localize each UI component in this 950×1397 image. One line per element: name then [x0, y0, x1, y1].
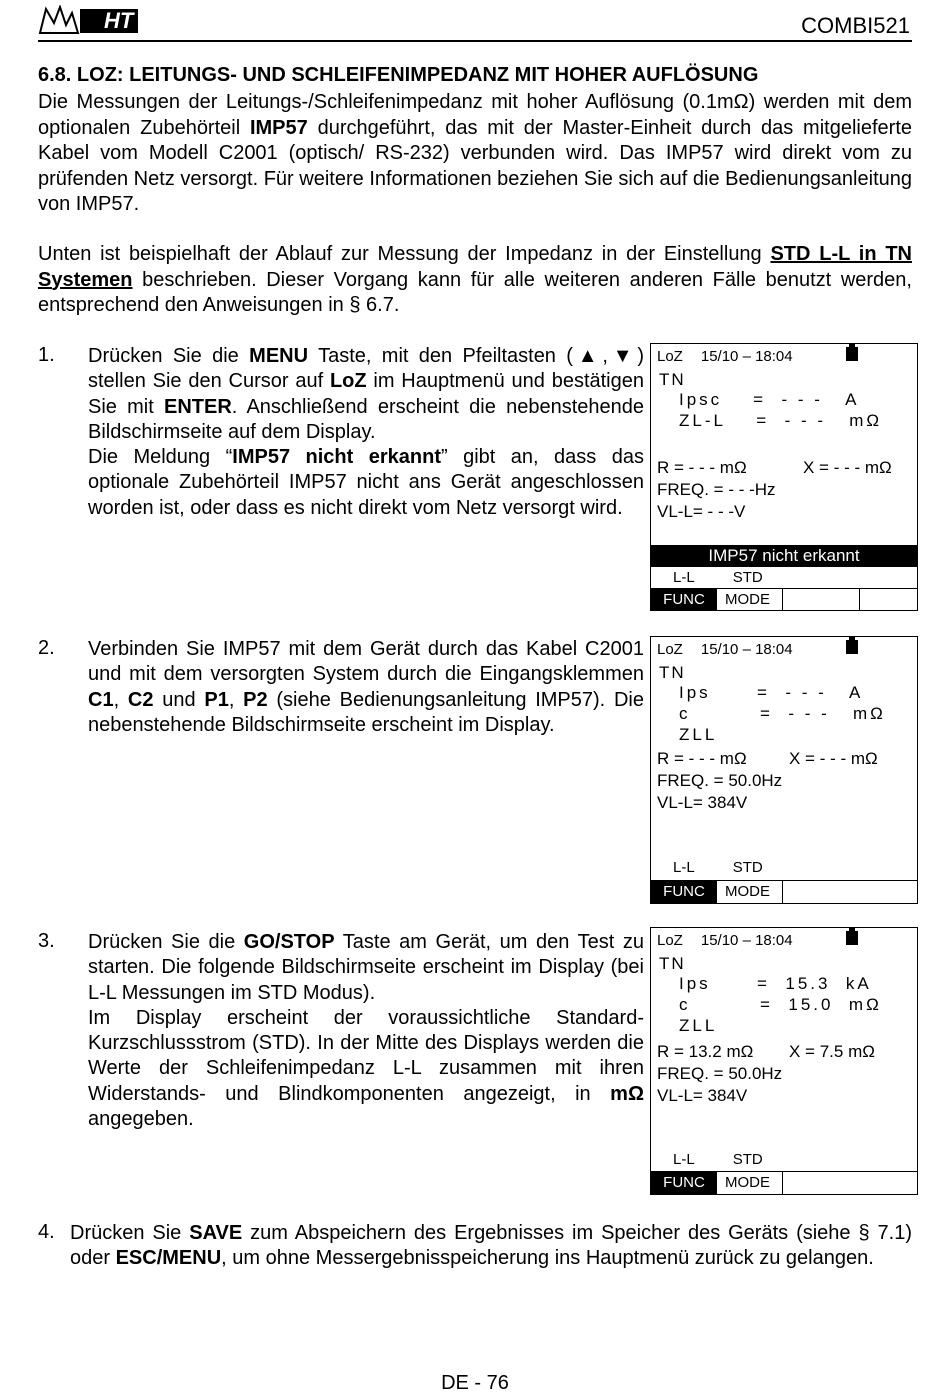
- frequency-value: FREQ. = - - -Hz: [657, 480, 776, 499]
- battery-icon: [846, 640, 858, 654]
- display-screen-2: [650, 636, 918, 904]
- intro-paragraph-1: Die Messungen der Leitungs-/Schleifenimpedanz mit hoher Auflösung (0.1mΩ) werden mit dem optionalen Zubehörteil IMP57 durchgeführt, das mit der Master-Einheit durch das mitgelieferte Kabel vom Modell C2001 (optisch/ RS-232) verbunden wird. Das IMP57 wird direkt vom zu prüfenden Netz versorgt. Für weitere Informationen beziehen Sie sich auf die Bedienungsanleitung von IMP57.: [38, 91, 912, 215]
- empty-softkey[interactable]: [783, 589, 860, 611]
- function-key-bar: [651, 1171, 917, 1194]
- screen-header: LoZ 15/10 – 18:04: [657, 348, 793, 365]
- step-number: 2.: [38, 637, 55, 659]
- measure-line-2: ZL-L = - - - mΩ: [679, 411, 883, 430]
- func-softkey[interactable]: FUNC: [651, 589, 717, 611]
- screen-header: LoZ 15/10 – 18:04: [657, 932, 793, 949]
- battery-icon: [846, 347, 858, 361]
- mode-softkey[interactable]: MODE: [717, 1172, 783, 1194]
- display-screen-3: [650, 927, 918, 1195]
- func-softkey[interactable]: FUNC: [651, 1172, 717, 1194]
- frequency-value: FREQ. = 50.0Hz: [657, 1064, 783, 1083]
- mode-indicator: L-L STD: [673, 569, 763, 586]
- step-number: 4.: [38, 1221, 55, 1243]
- reactance-value: X = - - - mΩ: [789, 749, 878, 768]
- section-title: 6.8. LOZ: LEITUNGS- UND SCHLEIFENIMPEDANZ MIT HOHER AUFLÖSUNG: [38, 64, 759, 86]
- system-type: TN: [659, 954, 686, 973]
- measure-line-3: ZLL: [679, 1016, 718, 1035]
- func-softkey[interactable]: FUNC: [651, 881, 717, 903]
- measure-line-2: c = - - - mΩ: [679, 704, 886, 723]
- page-number: DE - 76: [441, 1372, 509, 1394]
- logo-text: HT: [104, 8, 134, 33]
- display-screen-1: [650, 343, 918, 611]
- screen-header: LoZ 15/10 – 18:04: [657, 641, 793, 658]
- resistance-value: R = 13.2 mΩ: [657, 1042, 754, 1061]
- step-4-text: Drücken Sie SAVE zum Abspeichern des Ergebnisses im Speicher des Geräts (siehe § 7.1) oder ESC/MENU, um ohne Messergebnisspeicherung ins Hauptmenü zurück zu gelangen.: [70, 1222, 912, 1270]
- measure-line-1: Ips = - - - A: [679, 683, 864, 702]
- reactance-value: X = 7.5 mΩ: [789, 1042, 875, 1061]
- voltage-value: VL-L= 384V: [657, 793, 748, 812]
- resistance-value: R = - - - mΩ: [657, 749, 747, 768]
- measure-line-2: c = 15.0 mΩ: [679, 995, 882, 1014]
- step-2-text: Verbinden Sie IMP57 mit dem Gerät durch das Kabel C2001 und mit dem versorgten System durch die Eingangsklemmen C1, C2 und P1, P2 (siehe Bedienungsanleitung IMP57). Die nebenstehende Bildschirmseite erscheint im Display.: [88, 638, 644, 736]
- ht-logo: [38, 5, 140, 35]
- intro-paragraph-2: Unten ist beispielhaft der Ablauf zur Messung der Impedanz in der Einstellung STD L-L in TN Systemen beschrieben. Dieser Vorgang kann für alle weiteren anderen Fälle benutzt werden, entsprechend den Anweisungen in § 6.7.: [38, 243, 912, 316]
- measure-line-3: ZLL: [679, 725, 718, 744]
- battery-icon: [846, 931, 858, 945]
- step-3-text: Drücken Sie die GO/STOP Taste am Gerät, um den Test zu starten. Die folgende Bildschirmseite erscheint im Display (bei L-L Messungen im STD Modus). Im Display erscheint der voraussichtliche Standard-Kurzschlussstrom (STD). In der Mitte des Displays werden die Werte der Schleifenimpedanz L-L zusammen mit ihren Widerstands- und Blindkomponenten angezeigt, in mΩ angegeben.: [88, 931, 644, 1131]
- mode-indicator: L-L STD: [673, 859, 763, 876]
- voltage-value: VL-L= - - -V: [657, 502, 746, 521]
- model-name: COMBI521: [801, 13, 910, 38]
- measure-line-1: Ips = 15.3 kA: [679, 974, 872, 993]
- step-number: 3.: [38, 930, 55, 952]
- mode-softkey[interactable]: MODE: [717, 881, 783, 903]
- header-rule: [38, 40, 912, 42]
- resistance-value: R = - - - mΩ: [657, 458, 747, 477]
- step-number: 1.: [38, 344, 55, 366]
- frequency-value: FREQ. = 50.0Hz: [657, 771, 783, 790]
- system-type: TN: [659, 663, 686, 682]
- function-key-bar: [651, 880, 917, 903]
- measure-line-1: Ipsc = - - - A: [679, 390, 860, 409]
- status-message: IMP57 nicht erkannt: [651, 545, 917, 567]
- function-key-bar: [651, 588, 917, 611]
- mode-indicator: L-L STD: [673, 1151, 763, 1168]
- step-1-text: Drücken Sie die MENU Taste, mit den Pfeiltasten (▲,▼) stellen Sie den Cursor auf LoZ im Hauptmenü und bestätigen Sie mit ENTER. Anschließend erscheint die nebenstehende Bildschirmseite auf dem Display. Die Meldung “IMP57 nicht erkannt” gibt an, dass das optionale Zubehörteil IMP57 nicht ans Gerät angeschlossen worden ist, oder dass es nicht direkt vom Netz versorgt wird.: [88, 345, 644, 519]
- reactance-value: X = - - - mΩ: [803, 458, 892, 477]
- voltage-value: VL-L= 384V: [657, 1086, 748, 1105]
- mode-softkey[interactable]: MODE: [717, 589, 783, 611]
- system-type: TN: [659, 370, 686, 389]
